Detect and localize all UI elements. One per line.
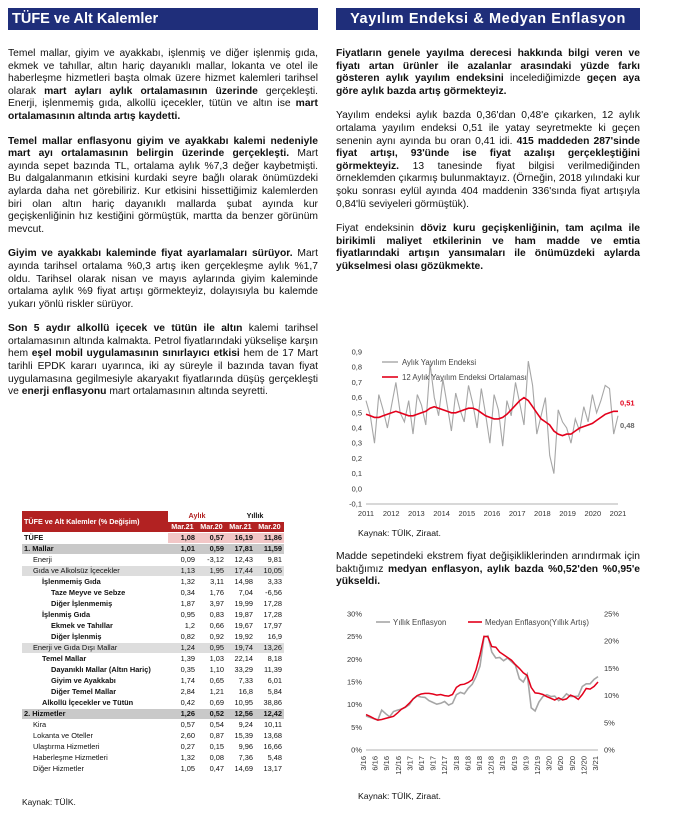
x-tick-label: 2021 — [609, 509, 627, 518]
x-tick-label: 2011 — [357, 509, 375, 518]
text-run: Mart ayında sepet bazında TL, ortalama aylık %7,3 değer kaybetmişti. Bu dalgalanmanın etkisini kurdaki seyre bağlı olarak önümüzdeki aylarda daha net görebiliriz. Kur etkisini hissettiğimiz kalemlerden biri olan altın hariç dayanıklı mallarda şubat ayında kur geçişkenliğinin hız kestiğini görmüştük, martta da benzer görünüm mevcut. — [8, 148, 318, 235]
x-tick-label: 3/19 — [498, 756, 508, 771]
bold-run: mart ortalamasının altında artış kaydetti. — [8, 98, 318, 122]
table-cell: 1,2 — [168, 621, 197, 632]
table-cell: 8,18 — [255, 654, 284, 665]
text-run: incelediğimizde — [503, 73, 587, 85]
table-row — [22, 643, 284, 654]
table-cell: 10,11 — [255, 720, 284, 731]
x-tick-label: 12/17 — [440, 756, 450, 775]
table-cell: 0,65 — [197, 676, 226, 687]
table-row — [22, 544, 284, 555]
text-run: Mart ayında tarihsel ortalama %0,3 artış iken gerçekleşme aylık %1,7 oldu. Tarihsel olarak nisan ve mayıs aylarında giyim kaleminde ortalama aylık %9 fiyat artışı görmekteyiz, dolayısıyla bu kalemde yukarı yönlü riskler sürüyor. — [8, 248, 318, 310]
table-cell: 17,28 — [255, 599, 284, 610]
paragraph-r2 — [336, 110, 640, 211]
table-cell: 1,21 — [197, 687, 226, 698]
end-label-average: 0,51 — [620, 398, 635, 408]
table-row-label: Temel Mallar — [22, 654, 168, 665]
table-cell: 19,92 — [226, 632, 255, 643]
table-row — [22, 566, 284, 577]
section-title-tufe: TÜFE ve Alt Kalemler — [8, 8, 318, 30]
text-run: Fiyat endeksinin — [336, 223, 421, 235]
table-row-label: 1. Mallar — [22, 544, 168, 555]
x-tick-label: 9/17 — [428, 756, 438, 771]
chart2-source: Kaynak: TÜİK, Ziraat. — [358, 791, 441, 801]
y-right-tick-label: 20% — [604, 636, 620, 646]
paragraph-1 — [8, 48, 318, 124]
y-left-tick-label: 20% — [346, 654, 362, 664]
table-cell: 0,87 — [197, 731, 226, 742]
x-tick-label: 2017 — [508, 509, 526, 518]
bold-run: mart ayları aylık ortalamasının üzerinde — [44, 85, 258, 97]
y-tick-label: 0,6 — [351, 393, 362, 403]
table-row — [22, 709, 284, 720]
table-cell: 1,01 — [168, 544, 197, 555]
x-tick-label: 3/16 — [359, 756, 368, 771]
cpi-table — [22, 511, 284, 775]
table-cell: 0,15 — [197, 742, 226, 753]
table-row-label: Ekmek ve Tahıllar — [22, 621, 168, 632]
table-cell: -3,12 — [197, 555, 226, 566]
x-tick-label: 12/20 — [579, 756, 589, 775]
table-cell: 17,28 — [255, 610, 284, 621]
paragraph-r4 — [336, 551, 640, 589]
x-tick-label: 6/16 — [370, 756, 380, 771]
table-cell: 2,60 — [168, 731, 197, 742]
table-row-label: 2. Hizmetler — [22, 709, 168, 720]
table-cell: 2,84 — [168, 687, 197, 698]
x-tick-label: 12/18 — [486, 756, 496, 775]
table-row — [22, 533, 284, 544]
table-cell: 1,05 — [168, 764, 197, 775]
y-left-tick-label: 15% — [346, 677, 362, 687]
legend-label-annual: Yıllık Enflasyon — [393, 618, 447, 627]
table-row-label: Ulaştırma Hizmetleri — [22, 742, 168, 753]
section-title-yayilim: Yayılım Endeksi & Medyan Enflasyon — [336, 8, 640, 30]
table-cell: 0,92 — [197, 632, 226, 643]
x-tick-label: 9/16 — [382, 756, 392, 771]
table-row-label: Lokanta ve Oteller — [22, 731, 168, 742]
table-row-label: Diğer Hizmetler — [22, 764, 168, 775]
diffusion-index-chart — [336, 344, 636, 522]
table-cell: 11,86 — [255, 533, 284, 544]
table-cell: 1,10 — [197, 665, 226, 676]
x-tick-label: 6/20 — [556, 756, 566, 771]
table-cell: 1,13 — [168, 566, 197, 577]
y-tick-label: -0,1 — [349, 499, 362, 509]
table-cell: 1,26 — [168, 709, 197, 720]
x-tick-label: 3/18 — [451, 756, 461, 771]
table-cell: 3,33 — [255, 577, 284, 588]
table-cell: 0,57 — [197, 533, 226, 544]
table-cell: 1,32 — [168, 753, 197, 764]
table-row — [22, 687, 284, 698]
table-cell: 7,33 — [226, 676, 255, 687]
table-cell: 0,95 — [197, 643, 226, 654]
table-cell: 7,36 — [226, 753, 255, 764]
y-right-tick-label: 25% — [604, 609, 620, 619]
table-row-label: Taze Meyve ve Sebze — [22, 588, 168, 599]
table-cell: 0,47 — [197, 764, 226, 775]
table-cell: 0,35 — [168, 665, 197, 676]
table-row-label: Haberleşme Hizmetleri — [22, 753, 168, 764]
y-tick-label: 0,3 — [351, 438, 362, 448]
table-cell: 19,99 — [226, 599, 255, 610]
x-tick-label: 6/17 — [417, 756, 426, 771]
table-row-label: İşlenmemiş Gıda — [22, 577, 168, 588]
table-row — [22, 610, 284, 621]
table-cell: 0,42 — [168, 698, 197, 709]
table-header-label: TÜFE ve Alt Kalemler (% Değişim) — [22, 511, 168, 533]
left-column — [8, 0, 318, 399]
table-cell: 11,39 — [255, 665, 284, 676]
table-cell: 1,39 — [168, 654, 197, 665]
table-cell: 0,83 — [197, 610, 226, 621]
x-tick-label: 9/18 — [475, 756, 484, 771]
table-row — [22, 753, 284, 764]
table-col-mar21-m: Mar.21 — [168, 522, 197, 533]
table-group-yearly: Yıllık — [226, 511, 284, 522]
table-cell: 9,24 — [226, 720, 255, 731]
table-cell: 0,52 — [197, 709, 226, 720]
x-tick-label: 2018 — [534, 509, 551, 518]
paragraph-r1 — [336, 48, 640, 98]
table-row — [22, 588, 284, 599]
table-cell: 38,86 — [255, 698, 284, 709]
table-body — [22, 533, 284, 775]
table-row — [22, 764, 284, 775]
table-cell: 6,01 — [255, 676, 284, 687]
y-tick-label: 0,9 — [351, 347, 362, 357]
table-cell: 13,26 — [255, 643, 284, 654]
x-tick-label: 2016 — [483, 509, 501, 518]
table-cell: 10,05 — [255, 566, 284, 577]
x-tick-label: 6/18 — [463, 756, 473, 771]
y-left-tick-label: 10% — [346, 700, 362, 710]
x-tick-label: 6/19 — [509, 756, 519, 771]
table-row — [22, 676, 284, 687]
x-tick-label: 9/19 — [521, 756, 531, 771]
x-tick-label: 2020 — [584, 509, 602, 518]
bold-run: döviz kuru geçişkenliğinin, tam açılma ile birikimli maliyet etkilerinin ve ham madde ve emtia fiyatlarındaki artışın yansımaları ile önümüzdeki aylarda yükselmesi olası gözükmekte. — [336, 223, 640, 272]
table-cell: 12,42 — [255, 709, 284, 720]
table-cell: 16,19 — [226, 533, 255, 544]
x-tick-label: 2015 — [458, 509, 476, 518]
paragraph-r3 — [336, 223, 640, 273]
table-cell: 19,74 — [226, 643, 255, 654]
bold-run: Fiyatların genele yayılma derecesi hakkında bilgi veren ve fiyatı artan ürünler ile azalanlar arasındaki yüzde farkı gösteren aylık yayılım endeksini — [336, 48, 640, 85]
x-tick-label: 3/17 — [405, 756, 415, 771]
table-row-label: Enerji ve Gıda Dışı Mallar — [22, 643, 168, 654]
y-left-tick-label: 0% — [351, 745, 362, 755]
table-row — [22, 621, 284, 632]
table-row — [22, 698, 284, 709]
paragraph-4 — [8, 323, 318, 399]
series-line-median — [366, 636, 598, 720]
table-cell: 1,24 — [168, 643, 197, 654]
y-left-tick-label: 25% — [346, 632, 362, 642]
bold-run: enerji enflasyonu — [21, 386, 107, 398]
table-cell: 9,96 — [226, 742, 255, 753]
table-cell: 7,04 — [226, 588, 255, 599]
table-row-label: TÜFE — [22, 533, 168, 544]
table-col-mar20-y: Mar.20 — [255, 522, 284, 533]
table-col-mar21-y: Mar.21 — [226, 522, 255, 533]
table-cell: 12,56 — [226, 709, 255, 720]
y-tick-label: 0,0 — [351, 484, 362, 494]
table-cell: 1,95 — [197, 566, 226, 577]
table-source: Kaynak: TÜİK. — [22, 797, 76, 807]
text-run: mart ortalamasının altında seyretti. — [106, 386, 268, 398]
table-cell: 0,27 — [168, 742, 197, 753]
table-row — [22, 577, 284, 588]
bold-run: 415 maddeden 287'sinde fiyat artışı, 93'ünde ise fiyat azalışı gerçekleştiğini görmekteyiz. — [336, 135, 640, 172]
table-cell: 19,87 — [226, 610, 255, 621]
table-cell: 0,54 — [197, 720, 226, 731]
table-row — [22, 731, 284, 742]
chart1-source: Kaynak: TÜİK, Ziraat. — [358, 528, 441, 538]
table-cell: 10,95 — [226, 698, 255, 709]
right-column — [336, 0, 640, 274]
table-cell: 5,84 — [255, 687, 284, 698]
table-cell: 9,81 — [255, 555, 284, 566]
table-cell: 0,09 — [168, 555, 197, 566]
x-tick-label: 12/16 — [393, 756, 403, 775]
table-col-mar20-m: Mar.20 — [197, 522, 226, 533]
table-cell: 17,81 — [226, 544, 255, 555]
table-cell: 0,66 — [197, 621, 226, 632]
table-row-label: Diğer Temel Mallar — [22, 687, 168, 698]
x-tick-label: 2012 — [382, 509, 400, 518]
y-right-tick-label: 15% — [604, 663, 620, 673]
table-cell: 1,74 — [168, 676, 197, 687]
y-left-tick-label: 30% — [346, 609, 362, 619]
table-cell: 16,9 — [255, 632, 284, 643]
median-inflation-chart — [336, 604, 636, 788]
table-cell: 0,34 — [168, 588, 197, 599]
table-row-label: Gıda ve Alkolsüz İçecekler — [22, 566, 168, 577]
table-cell: 0,69 — [197, 698, 226, 709]
bold-run: Giyim ve ayakkabı kaleminde fiyat ayarlamaları sürüyor. — [8, 248, 293, 260]
y-tick-label: 0,7 — [351, 377, 362, 387]
table-cell: 14,69 — [226, 764, 255, 775]
text-run: 13 tanesinde fiyat bilgisi verilmediğinden örneklemden çıkarmış bulunmaktayız. (Örneğin, 2018 yılındaki kur şoku sonrası eylül ayında 404 maddenin 336'sında fiyat artışıyla 0,84'lü seviyeleri görmüştük). — [336, 160, 640, 210]
text-run: Temel mallar, giyim ve ayakkabı, işlenmiş ve diğer işlenmiş gıda, ekmek ve tahıllar, altın hariç dayanıklı mallar, lokanta ve otel ile haberleşme hizmetleri başta olmak üzere hizmet kalemleri tarihsel olarak — [8, 48, 318, 97]
table-cell: 0,59 — [197, 544, 226, 555]
table-cell: 11,59 — [255, 544, 284, 555]
table-cell: 17,97 — [255, 621, 284, 632]
table-row-label: İşlenmiş Gıda — [22, 610, 168, 621]
y-tick-label: 0,1 — [351, 469, 362, 479]
table-cell: 5,48 — [255, 753, 284, 764]
table-cell: 1,32 — [168, 577, 197, 588]
table-row — [22, 599, 284, 610]
x-tick-label: 9/20 — [567, 756, 577, 771]
x-tick-label: 2019 — [559, 509, 576, 518]
table-row-label: Alkollü İçecekler ve Tütün — [22, 698, 168, 709]
table-cell: 0,08 — [197, 753, 226, 764]
table-cell: 15,39 — [226, 731, 255, 742]
y-right-tick-label: 5% — [604, 718, 615, 728]
table-cell: 1,08 — [168, 533, 197, 544]
bold-run: Son 5 aydır alkollü içecek ve tütün ile altın — [8, 323, 243, 335]
x-tick-label: 3/20 — [544, 756, 554, 771]
paragraph-2 — [8, 136, 318, 237]
paragraph-3 — [8, 248, 318, 311]
table-cell: 12,43 — [226, 555, 255, 566]
table-cell: 0,57 — [168, 720, 197, 731]
table-row — [22, 632, 284, 643]
text-run: hem de 17 Mart tarihli EPDK kararı uyarınca, iki ay süreyle il bazında tavan fiyat uygulamasına gegilmesiyle akaryakıt fiyatlarında düşüş gerçekleşti ve — [8, 348, 318, 398]
table-row — [22, 665, 284, 676]
table-row-label: Giyim ve Ayakkabı — [22, 676, 168, 687]
bold-run: medyan enflasyon, aylık bazda %0,52'den %0,95'e yükseldi. — [336, 563, 640, 588]
x-tick-label: 12/19 — [533, 756, 542, 775]
table-row — [22, 720, 284, 731]
end-label-monthly: 0,48 — [620, 420, 635, 430]
bold-run: eşel mobil uygulamasının sınırlayıcı etkisi — [31, 348, 240, 360]
y-right-tick-label: 0% — [604, 745, 615, 755]
x-tick-label: 2014 — [433, 509, 450, 518]
table-cell: 14,98 — [226, 577, 255, 588]
table-row-label: Dayanıklı Mallar (Altın Hariç) — [22, 665, 168, 676]
y-left-tick-label: 5% — [351, 722, 362, 732]
legend-label-median: Medyan Enflasyon(Yıllık Artış) — [485, 618, 589, 627]
table-cell: 3,97 — [197, 599, 226, 610]
text-run: Yayılım endeksi aylık bazda 0,36'dan 0,48'e çıkarken, 12 aylık ortalama yayılım endeksi 0,51 ile yatay seyretmekte ki geçen senenin aynı ayında bu oran 0,41 idi. — [336, 110, 640, 147]
x-tick-label: 2013 — [408, 509, 425, 518]
bold-run: Temel mallar enflasyonu giyim ve ayakkabı kalemi nedeniyle mart ayı ortalamasının belirgin üzerinde gerçekleşti. — [8, 135, 318, 160]
table-group-monthly: Aylık — [168, 511, 226, 522]
table-cell: 16,8 — [226, 687, 255, 698]
y-tick-label: 0,4 — [351, 423, 362, 433]
table-cell: 19,67 — [226, 621, 255, 632]
y-tick-label: 0,8 — [351, 362, 362, 372]
table-row-label: Diğer İşlenmiş — [22, 632, 168, 643]
table-cell: 1,87 — [168, 599, 197, 610]
table-cell: 0,82 — [168, 632, 197, 643]
table-cell: 1,76 — [197, 588, 226, 599]
table-row — [22, 742, 284, 753]
table-cell: 33,29 — [226, 665, 255, 676]
text-run: kalemi tarihsel ortalamasının altında kalmakta. Petrol fiyatlarındaki yükselişe karşın hem — [8, 323, 319, 360]
table-cell: 13,68 — [255, 731, 284, 742]
table-cell: 16,66 — [255, 742, 284, 753]
y-tick-label: 0,5 — [351, 408, 362, 418]
legend-label-average: 12 Aylık Yayılım Endeksi Ortalaması — [402, 373, 527, 382]
table-cell: 0,95 — [168, 610, 197, 621]
table-row — [22, 654, 284, 665]
text-run: gerçekleşti. Enerji, işlenmemiş gıda, alkollü içecekler, tütün ve altın ise — [8, 85, 318, 110]
table-row-label: Diğer İşlenmemiş — [22, 599, 168, 610]
table-row-label: Enerji — [22, 555, 168, 566]
text-run: Madde sepetindeki ekstrem fiyat değişikliklerinden arındırmak için baktığımız — [336, 551, 640, 575]
table-cell: 3,11 — [197, 577, 226, 588]
y-tick-label: 0,2 — [351, 453, 362, 463]
y-right-tick-label: 10% — [604, 691, 620, 701]
table-row — [22, 555, 284, 566]
x-tick-label: 3/21 — [591, 756, 600, 771]
table-cell: 1,03 — [197, 654, 226, 665]
table-row-label: Kira — [22, 720, 168, 731]
table-cell: 13,17 — [255, 764, 284, 775]
bold-run: geçen aya göre aylık bazda artış görmekteyiz. — [336, 73, 640, 97]
table-header-row-1 — [22, 511, 284, 522]
table-cell: -6,56 — [255, 588, 284, 599]
table-cell: 22,14 — [226, 654, 255, 665]
table-cell: 17,44 — [226, 566, 255, 577]
legend-label-monthly: Aylık Yayılım Endeksi — [402, 358, 477, 367]
